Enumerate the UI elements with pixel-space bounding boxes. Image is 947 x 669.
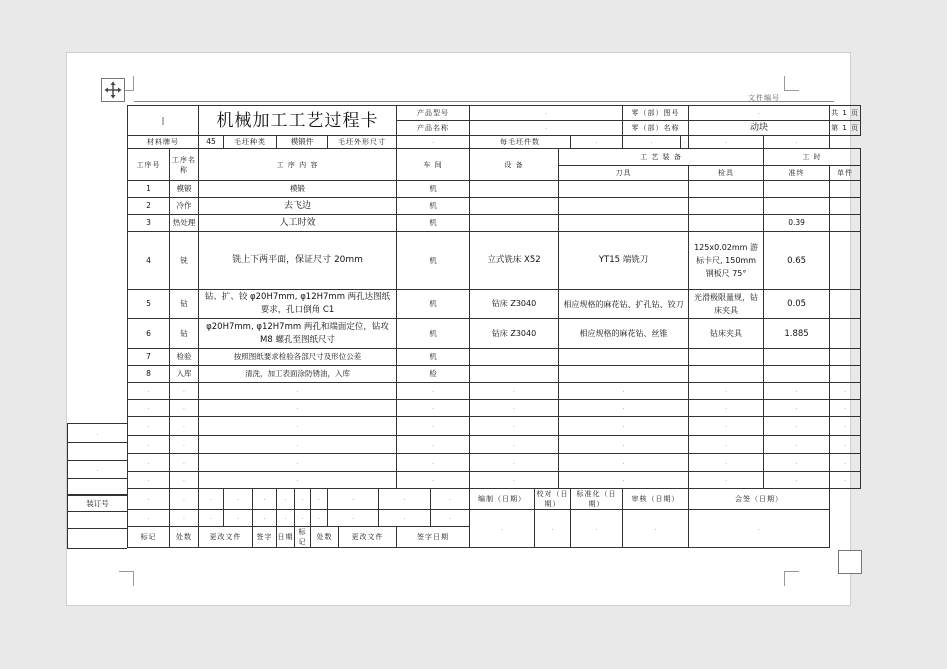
row-cutter [559, 181, 689, 198]
blank-cell: . [199, 489, 224, 510]
row-workshop: 机 [397, 290, 470, 319]
title-left-cell: | [128, 106, 199, 136]
col-unit-time: 单件 [830, 166, 861, 181]
row-cutter: YT15 端铣刀 [559, 232, 689, 290]
table-row [128, 349, 861, 366]
blank-cell: . [397, 400, 470, 417]
footer-row [128, 510, 861, 527]
row-unit-time [830, 198, 861, 215]
table-row-empty [128, 400, 861, 417]
table-row [128, 215, 861, 232]
blank-cell: . [128, 454, 170, 472]
blank-cell: . [470, 472, 559, 489]
row-gauge [689, 198, 764, 215]
row-step-content: 清洗，加工表面涂防锈油，入库 [199, 366, 397, 383]
blank-cell: . [470, 454, 559, 472]
blank-cell: . [170, 383, 199, 400]
col-step-name: 工序名称 [170, 149, 199, 181]
row-setup-time [764, 349, 830, 366]
row-equipment [470, 349, 559, 366]
row-equipment [470, 215, 559, 232]
blank-cell: . [199, 510, 224, 527]
row-step-name: 钻 [170, 319, 199, 349]
product-model-label: 产品型号 [397, 106, 470, 121]
row-equipment: 钻床 Z3040 [470, 319, 559, 349]
blank-cell: . [199, 436, 397, 454]
signature-label: 签字 [253, 527, 277, 548]
col-workshop: 车 间 [397, 149, 470, 181]
blank-cell: . [253, 489, 277, 510]
row-workshop: 机 [397, 181, 470, 198]
blank-cell: . [470, 383, 559, 400]
col-gauge: 检具 [689, 166, 764, 181]
blanks-per-value: . [571, 136, 623, 149]
blank-cell: . [689, 417, 764, 436]
blank-cell: . [128, 472, 170, 489]
col-setup-time: 准终 [764, 166, 830, 181]
blank-cell: . [559, 454, 689, 472]
doc-number-label: 文件编号 [748, 94, 780, 102]
blank-cell: . [830, 383, 861, 400]
blank-cell: . [764, 472, 830, 489]
row-setup-time: 1.885 [764, 319, 830, 349]
col-man-hours: 工 时 [764, 149, 861, 166]
row-step-no: 7 [128, 349, 170, 366]
reviewed-date-label: 审核（日期） [623, 489, 689, 510]
row-setup-time: 0.65 [764, 232, 830, 290]
table-row [128, 366, 861, 383]
blank-cell: . [681, 136, 689, 149]
row-unit-time [830, 215, 861, 232]
row-workshop: 机 [397, 319, 470, 349]
table-move-handle-icon[interactable] [101, 78, 125, 102]
blank-cell: . [689, 472, 764, 489]
blank-cell: . [128, 383, 170, 400]
row-step-content: 模锻 [199, 181, 397, 198]
row-cutter: 相应规格的麻花钻、扩孔钻、铰刀 [559, 290, 689, 319]
blank-cell: . [397, 417, 470, 436]
row-step-no: 4 [128, 232, 170, 290]
row-step-name: 铣 [170, 232, 199, 290]
row-step-content: 按照图纸要求检验各部尺寸及形位公差 [199, 349, 397, 366]
row-gauge: 125x0.02mm 游标卡尺, 150mm 钢板尺 75° [689, 232, 764, 290]
row-equipment [470, 198, 559, 215]
part-name-value: 动块 [689, 121, 830, 136]
blank-cell: . [830, 454, 861, 472]
blank-cell: . [170, 472, 199, 489]
blank-cell: . [559, 436, 689, 454]
blank-cell: . [470, 510, 535, 548]
checked-date-label: 校对（日期） [536, 490, 569, 508]
row-workshop: 机 [397, 232, 470, 290]
blank-mark: . [68, 461, 127, 479]
blank-cell: . [397, 436, 470, 454]
countersigned-date-label: 会签（日期） [689, 489, 830, 510]
row-equipment: 钻床 Z3040 [470, 290, 559, 319]
part-name-label: 零（部）名称 [623, 121, 689, 136]
table-row [128, 181, 861, 198]
blank-cell: . [311, 489, 328, 510]
blank-cell: . [559, 417, 689, 436]
table-resize-handle[interactable] [838, 550, 862, 574]
blank-cell: . [764, 436, 830, 454]
row-setup-time [764, 198, 830, 215]
blank-cell: . [470, 436, 559, 454]
total-pages: 共 1 页 [830, 106, 861, 121]
row-step-name: 检验 [170, 349, 199, 366]
blank-size-label: 毛坯外形尺寸 [328, 136, 397, 149]
blank-cell: . [764, 400, 830, 417]
mark-label-2: 标记 [295, 527, 311, 548]
row-workshop: 检 [397, 366, 470, 383]
compiled-date-label: 编制（日期） [470, 489, 535, 510]
change-doc-label: 更改文件 [199, 527, 253, 548]
row-unit-time [830, 349, 861, 366]
footer-row [128, 489, 861, 510]
row-unit-time [830, 232, 861, 290]
table-row [128, 319, 861, 349]
blank-cell: . [830, 400, 861, 417]
col-cutter: 刀具 [559, 166, 689, 181]
blank-cell: . [623, 510, 689, 548]
header-rule [134, 101, 834, 102]
blank-cell: . [253, 510, 277, 527]
blank-cell: . [397, 454, 470, 472]
row-step-name: 钻 [170, 290, 199, 319]
blank-cell: . [128, 400, 170, 417]
blank-cell: . [559, 383, 689, 400]
row-setup-time: 0.05 [764, 290, 830, 319]
mark-label: 标记 [128, 527, 170, 548]
table-row-empty [128, 454, 861, 472]
blank-cell: . [328, 489, 379, 510]
blank-cell: . [623, 136, 681, 149]
row-gauge [689, 366, 764, 383]
blank-cell: . [535, 510, 571, 548]
row-step-no: 5 [128, 290, 170, 319]
row-gauge: 光滑极限量规，钻床夹具 [689, 290, 764, 319]
row-unit-time [830, 181, 861, 198]
table-row-empty [128, 383, 861, 400]
process-card-table [127, 105, 861, 548]
row-unit-time [830, 290, 861, 319]
row-setup-time [764, 181, 830, 198]
blank-cell: . [379, 489, 431, 510]
blank-type-value: 模锻件 [277, 136, 328, 149]
blank-cell: . [689, 136, 764, 149]
table-row [128, 232, 861, 290]
blank-cell: . [764, 383, 830, 400]
table-row-empty [128, 472, 861, 489]
col-step-content: 工 序 内 容 [199, 149, 397, 181]
table-row-empty [128, 417, 861, 436]
blank-cell: . [764, 417, 830, 436]
blank-cell: . [170, 510, 199, 527]
row-unit-time [830, 366, 861, 383]
binding-column [67, 423, 127, 495]
blank-cell: . [311, 510, 328, 527]
row-step-content: 人工时效 [199, 215, 397, 232]
row-setup-time [764, 366, 830, 383]
blank-cell: . [830, 417, 861, 436]
blank-cell: . [470, 417, 559, 436]
blank-cell: . [689, 436, 764, 454]
page-number: 第 1 页 [830, 121, 861, 136]
table-row-empty [128, 436, 861, 454]
material-value: 45 [199, 136, 224, 149]
part-no-value: . [689, 106, 830, 121]
row-cutter [559, 198, 689, 215]
row-step-no: 3 [128, 215, 170, 232]
col-step-no: 工序号 [128, 149, 170, 181]
blank-cell: . [295, 489, 311, 510]
col-tooling: 工 艺 装 备 [559, 149, 764, 166]
blank-cell: . [170, 417, 199, 436]
part-no-label: 零（部）图号 [623, 106, 689, 121]
blank-cell: . [689, 383, 764, 400]
row-cutter [559, 366, 689, 383]
row-step-no: 6 [128, 319, 170, 349]
row-cutter [559, 349, 689, 366]
blanks-per-label: 每毛坯件数 [470, 136, 571, 149]
row-setup-time: 0.39 [764, 215, 830, 232]
blank-cell: . [559, 400, 689, 417]
standardized-date-label: 标准化（日期） [571, 489, 623, 510]
count-label: 处数 [170, 527, 199, 548]
blank-cell: . [199, 383, 397, 400]
blank-cell: . [328, 510, 379, 527]
row-step-content: φ20H7mm, φ12H7mm 两孔和端面定位，钻攻 M8 螺孔至图纸尺寸 [199, 319, 397, 349]
row-equipment: 立式铣床 X52 [470, 232, 559, 290]
blank-cell: . [128, 417, 170, 436]
row-workshop: 机 [397, 349, 470, 366]
blank-cell: . [764, 136, 830, 149]
blank-cell: . [277, 510, 295, 527]
blank-cell: . [397, 472, 470, 489]
blank-cell: . [470, 400, 559, 417]
blank-cell: . [170, 436, 199, 454]
blank-cell: . [689, 454, 764, 472]
blank-cell: . [431, 489, 470, 510]
blank-cell: . [170, 489, 199, 510]
binding-number-cell [67, 495, 127, 549]
blank-cell: . [170, 400, 199, 417]
blank-cell: . [571, 510, 623, 548]
blank-cell: . [199, 417, 397, 436]
blank-cell: . [431, 510, 470, 527]
row-step-name: 模锻 [170, 181, 199, 198]
blank-mark: . [68, 424, 127, 443]
row-step-no: 1 [128, 181, 170, 198]
row-step-content: 铣上下两平面，保证尺寸 20mm [199, 232, 397, 290]
row-step-name: 入库 [170, 366, 199, 383]
blank-cell: . [128, 489, 170, 510]
count-label-2: 处数 [311, 527, 339, 548]
material-label: 材料牌号 [128, 136, 199, 149]
blank-cell: . [830, 436, 861, 454]
card-title: 机械加工工艺过程卡 [199, 106, 397, 136]
crop-mark-top-right [784, 76, 799, 91]
blank-cell: . [224, 510, 253, 527]
table-row [128, 198, 861, 215]
col-equipment: 设 备 [470, 149, 559, 181]
row-gauge: 钻床夹具 [689, 319, 764, 349]
row-step-content: 去飞边 [199, 198, 397, 215]
blank-cell: . [224, 489, 253, 510]
row-workshop: 机 [397, 215, 470, 232]
date-label: 日期 [277, 527, 295, 548]
row-step-no: 2 [128, 198, 170, 215]
row-cutter: 相应规格的麻花钻、丝锥 [559, 319, 689, 349]
row-cutter [559, 215, 689, 232]
blank-size-value: . [397, 136, 470, 149]
blank-cell: . [170, 454, 199, 472]
blank-cell: . [199, 454, 397, 472]
blank-cell: . [295, 510, 311, 527]
row-gauge [689, 349, 764, 366]
blank-cell: . [277, 489, 295, 510]
blank-cell: . [689, 400, 764, 417]
row-gauge [689, 181, 764, 198]
blank-cell: . [830, 472, 861, 489]
blank-cell: . [128, 436, 170, 454]
blank-cell: . [559, 472, 689, 489]
blank-cell: . [689, 510, 830, 548]
table-row [128, 290, 861, 319]
row-equipment [470, 181, 559, 198]
row-step-name: 热处理 [170, 215, 199, 232]
product-name-value: . [470, 121, 623, 136]
row-workshop: 机 [397, 198, 470, 215]
blank-cell: . [199, 472, 397, 489]
binding-no-label: 装订号 [68, 496, 127, 512]
blank-cell: . [379, 510, 431, 527]
blank-cell: . [128, 510, 170, 527]
row-step-no: 8 [128, 366, 170, 383]
row-gauge [689, 215, 764, 232]
row-step-name: 冷作 [170, 198, 199, 215]
product-model-value: . [470, 106, 623, 121]
blank-type-label: 毛坯种类 [224, 136, 277, 149]
change-doc-label-2: 更改文件 [339, 527, 397, 548]
crop-mark-bottom-right [784, 571, 799, 586]
row-step-content: 钻、扩、铰 φ20H7mm, φ12H7mm 两孔达图纸要求，孔口倒角 C1 [199, 290, 397, 319]
product-name-label: 产品名称 [397, 121, 470, 136]
blank-cell: . [764, 454, 830, 472]
blank-cell: . [397, 383, 470, 400]
blank-cell: . [199, 400, 397, 417]
row-unit-time [830, 319, 861, 349]
signature-date-label-2: 签字日期 [397, 527, 470, 548]
row-equipment [470, 366, 559, 383]
crop-mark-bottom-left [119, 571, 134, 586]
